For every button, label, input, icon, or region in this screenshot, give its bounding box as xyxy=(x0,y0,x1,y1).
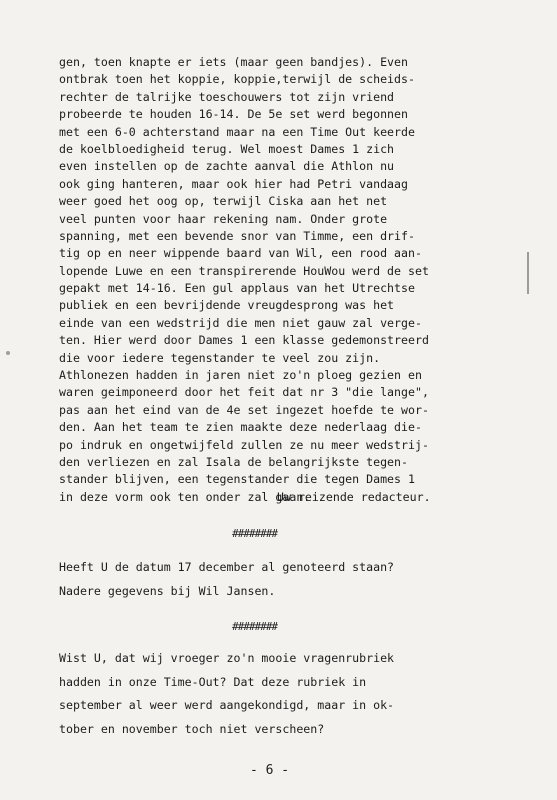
body-line: rechter de talrijke toeschouwers tot zijn vriend xyxy=(59,89,395,104)
body-line: stander blijven, een tegenstander die tegen Dames 1 xyxy=(59,472,415,487)
body-line: ontbrak toen het koppie, koppie,terwijl de scheids- xyxy=(59,72,415,87)
margin-dot xyxy=(6,351,10,355)
notice-line: Heeft U de datum 17 december al genoteerd staan? xyxy=(59,560,395,574)
separator: ######## xyxy=(232,527,277,540)
body-line: even instellen op de zachte aanval die Athlon nu xyxy=(59,159,395,174)
question-line: tober en november toch niet verscheen? xyxy=(59,721,325,736)
body-line: veel punten voor haar rekening nam. Onder grote xyxy=(59,211,388,226)
separator: ######## xyxy=(232,620,277,633)
body-line: gepakt met 14-16. Een gul applaus van het Utrechtse xyxy=(59,281,415,296)
body-line: Athlonezen hadden in jaren niet zo'n ploeg gezien en xyxy=(59,368,422,383)
body-line: pas aan het eind van de 4e set ingezet hoefde te wor- xyxy=(59,402,429,417)
body-line: waren geimponeerd door het feit dat nr 3 "die lange", xyxy=(59,385,429,400)
question-line: hadden in onze Time-Out? Dat deze rubriek in xyxy=(59,674,367,689)
signature: Uw reizende redacteur. xyxy=(277,490,431,504)
margin-mark xyxy=(527,252,529,294)
body-line: spanning, met een bevende snor van Timme, een drif- xyxy=(59,228,415,243)
body-line: tig op en neer wippende baard van Wil, een rood aan- xyxy=(59,246,422,261)
question-line: Wist U, dat wij vroeger zo'n mooie vragenrubriek xyxy=(59,651,395,665)
body-line: ten. Hier werd door Dames 1 een klasse gedemonstreerd xyxy=(59,333,429,348)
question-line: september al weer werd aangekondigd, maar in ok- xyxy=(59,698,395,713)
body-line: den verliezen en zal Isala de belangrijkste tegen- xyxy=(59,454,409,469)
body-line: einde van een wedstrijd die men niet gauw zal verge- xyxy=(59,315,422,330)
body-line: gen, toen knapte er iets (maar geen bandjes). Even xyxy=(59,55,409,69)
question-block xyxy=(59,647,499,741)
page-number: - 6 - xyxy=(250,763,290,778)
body-line: den. Aan het team te zien maakte deze nederlaag die- xyxy=(59,420,422,435)
body-line: in deze vorm ook ten onder zal gaan. xyxy=(59,489,311,504)
body-line: publiek en een bevrijdende vreugdesprong was het xyxy=(59,298,395,313)
body-line: lopende Luwe en een transpirerende HouWou werd de set xyxy=(59,263,429,278)
body-line: met een 6-0 achterstand maar na een Time Out keerde xyxy=(59,124,415,139)
body-line: probeerde te houden 16-14. De 5e set werd begonnen xyxy=(59,107,409,122)
body-line: die voor iedere tegenstander te veel zou zijn. xyxy=(59,350,381,365)
notice-line: Nadere gegevens bij Wil Jansen. xyxy=(59,583,276,598)
body-line: ook ging hanteren, maar ook hier had Petri vandaag xyxy=(59,176,409,191)
article-body xyxy=(59,54,499,506)
body-line: de koelbloedigheid terug. Wel moest Dames 1 zich xyxy=(59,141,395,156)
body-line: po indruk en ongetwijfeld zullen ze nu meer wedstrij- xyxy=(59,437,429,452)
notice-block xyxy=(59,556,499,603)
body-line: weer goed het oog op, terwijl Ciska aan het net xyxy=(59,194,388,209)
